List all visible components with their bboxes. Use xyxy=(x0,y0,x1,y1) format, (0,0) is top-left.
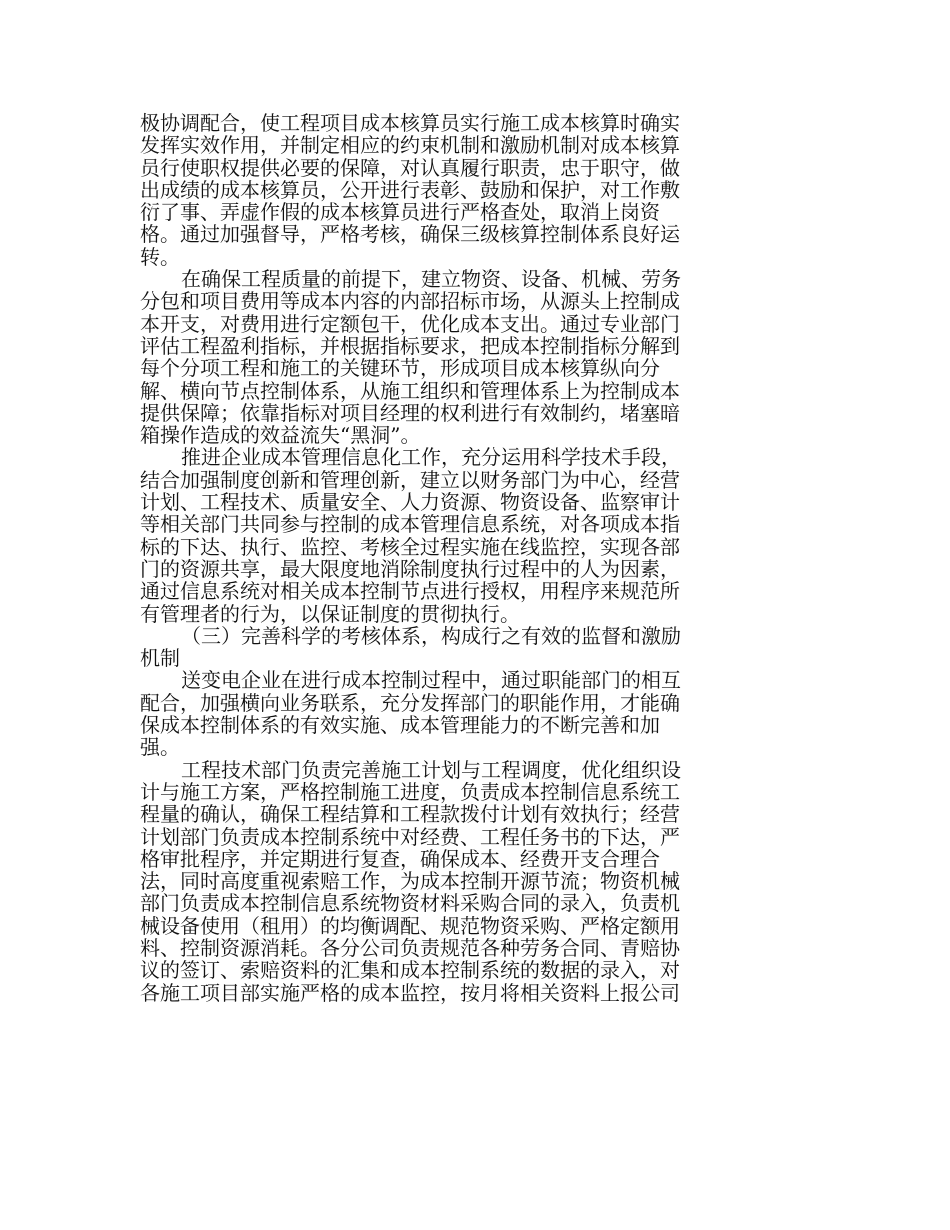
paragraph-3-line-4: 等相关部门共同参与控制的成本管理信息系统，对各项成本指 xyxy=(140,512,680,537)
document-body xyxy=(140,112,740,1004)
paragraph-2-line-6: 解、横向节点控制体系，从施工组织和管理体系上为控制成本 xyxy=(140,378,680,403)
paragraph-3-line-7: 通过信息系统对相关成本控制节点进行授权，用程序来规范所 xyxy=(140,579,680,604)
paragraph-5-line-2: 配合，加强横向业务联系，充分发挥部门的职能作用，才能确 xyxy=(140,690,680,715)
paragraph-5-line-4: 强。 xyxy=(140,735,180,760)
paragraph-6-line-10: 议的签订、索赔资料的汇集和成本控制系统的数据的录入，对 xyxy=(140,958,680,983)
paragraph-3-line-8: 有管理者的行为，以保证制度的贯彻执行。 xyxy=(140,601,520,626)
paragraph-6-line-2: 计与施工方案，严格控制施工进度，负责成本控制信息系统工 xyxy=(140,779,680,804)
paragraph-1-line-1: 极协调配合，使工程项目成本核算员实行施工成本核算时确实 xyxy=(140,111,680,135)
paragraph-3-line-5: 标的下达、执行、监控、考核全过程实施在线监控，实现各部 xyxy=(140,534,680,559)
paragraph-1-line-7: 转。 xyxy=(140,244,180,269)
paragraph-5-line-1: 送变电企业在进行成本控制过程中，通过职能部门的相互 xyxy=(181,668,681,693)
paragraph-6-line-7: 部门负责成本控制信息系统物资材料采购合同的录入，负责机 xyxy=(140,891,680,916)
paragraph-1-line-2: 发挥实效作用，并制定相应的约束机制和激励机制对成本核算 xyxy=(140,133,680,158)
paragraph-6-line-8: 械设备使用（租用）的均衡调配、规范物资采购、严格定额用 xyxy=(140,913,680,938)
paragraph-4-line-1: （三）完善科学的考核体系，构成行之有效的监督和激励 xyxy=(181,623,681,648)
paragraph-2-line-8: 箱操作造成的效益流失“黑洞”。 xyxy=(140,423,421,448)
paragraph-1-line-4: 出成绩的成本核算员，公开进行表彰、鼓励和保护，对工作敷 xyxy=(140,177,680,202)
paragraph-1-line-5: 衍了事、弄虚作假的成本核算员进行严格查处，取消上岗资 xyxy=(140,200,660,225)
paragraph-3-line-3: 计划、工程技术、质量安全、人力资源、物资设备、监察审计 xyxy=(140,490,680,515)
paragraph-4-line-2: 机制 xyxy=(140,646,180,671)
paragraph-6-line-1: 工程技术部门负责完善施工计划与工程调度，优化组织设 xyxy=(181,757,681,782)
paragraph-6-line-5: 格审批程序，并定期进行复查，确保成本、经费开支合理合 xyxy=(140,846,660,871)
paragraph-2-line-5: 每个分项工程和施工的关键环节，形成项目成本核算纵向分 xyxy=(140,356,660,381)
paragraph-5-line-3: 保成本控制体系的有效实施、成本管理能力的不断完善和加 xyxy=(140,713,660,738)
paragraph-2-line-3: 本开支，对费用进行定额包干，优化成本支出。通过专业部门 xyxy=(140,311,680,336)
paragraph-6-line-3: 程量的确认，确保工程结算和工程款拨付计划有效执行；经营 xyxy=(140,802,680,827)
paragraph-2-line-2: 分包和项目费用等成本内容的内部招标市场，从源头上控制成 xyxy=(140,289,680,314)
paragraph-3-line-1: 推进企业成本管理信息化工作，充分运用科学技术手段， xyxy=(181,445,681,470)
paragraph-2-line-1: 在确保工程质量的前提下，建立物资、设备、机械、劳务 xyxy=(181,267,681,292)
paragraph-2-line-4: 评估工程盈利指标，并根据指标要求，把成本控制指标分解到 xyxy=(140,333,680,358)
paragraph-1-line-6: 格。通过加强督导，严格考核，确保三级核算控制体系良好运 xyxy=(140,222,680,247)
paragraph-6-line-9: 料、控制资源消耗。各分公司负责规范各种劳务合同、青赔协 xyxy=(140,935,680,960)
paragraph-2-line-7: 提供保障；依靠指标对项目经理的权利进行有效制约，堵塞暗 xyxy=(140,400,680,425)
paragraph-3-line-2: 结合加强制度创新和管理创新，建立以财务部门为中心，经营 xyxy=(140,467,680,492)
paragraph-6-line-6: 法，同时高度重视索赔工作，为成本控制开源节流；物资机械 xyxy=(140,869,680,894)
paragraph-3-line-6: 门的资源共享，最大限度地消除制度执行过程中的人为因素， xyxy=(140,556,680,581)
paragraph-1-line-3: 员行使职权提供必要的保障，对认真履行职责，忠于职守，做 xyxy=(140,155,680,180)
paragraph-6-line-4: 计划部门负责成本控制系统中对经费、工程任务书的下达，严 xyxy=(140,824,680,849)
paragraph-6-line-11: 各施工项目部实施严格的成本监控，按月将相关资料上报公司 xyxy=(140,980,680,1005)
